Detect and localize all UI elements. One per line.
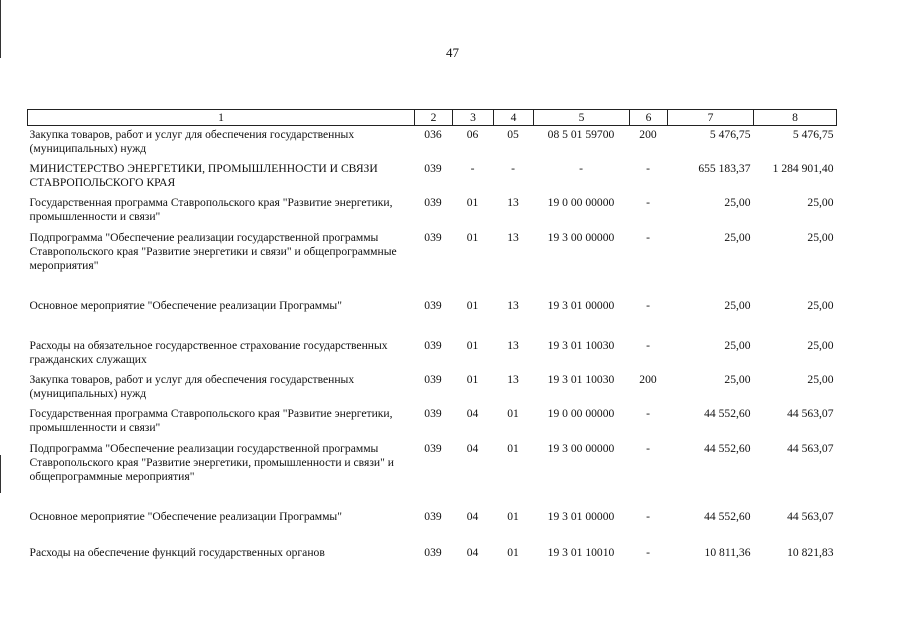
row-name-cell: Закупка товаров, работ и услуг для обеспечения государственных (муниципальных) нужд	[29, 128, 355, 155]
row-cell-c6: -	[646, 230, 650, 244]
row-cell-c8: 1 284 901,40	[772, 161, 834, 175]
table-row	[28, 126, 837, 160]
table-row	[28, 337, 837, 371]
row-cell-c3: 06	[466, 128, 479, 141]
table-body	[28, 126, 837, 574]
row-cell-c2: 039	[424, 372, 442, 386]
column-header: 3	[453, 110, 494, 126]
table-row	[28, 440, 837, 508]
row-cell-c6: -	[646, 195, 650, 209]
row-cell-c7: 44 552,60	[704, 406, 751, 420]
row-cell-c3: 04	[466, 406, 479, 420]
table-row	[28, 405, 837, 440]
row-cell-c2: 039	[424, 195, 442, 209]
row-cell-c8: 25,00	[807, 230, 834, 244]
row-cell-c5: 19 3 01 10030	[547, 372, 615, 386]
row-cell-c2: 039	[424, 338, 442, 352]
row-name-cell: МИНИСТЕРСТВО ЭНЕРГЕТИКИ, ПРОМЫШЛЕННОСТИ И СВЯЗИ СТАВРОПОЛЬСКОГО КРАЯ	[29, 161, 378, 189]
row-cell-c6: -	[646, 406, 650, 420]
column-header: 8	[754, 110, 837, 126]
row-name-cell: Государственная программа Ставропольского края "Развитие энергетики, промышленности и связи"	[29, 406, 393, 434]
row-cell-c8: 25,00	[807, 372, 834, 386]
row-cell-c4: -	[511, 161, 515, 175]
row-cell-c2: 039	[424, 509, 442, 523]
row-cell-c3: 01	[466, 195, 479, 209]
row-cell-c3: 01	[466, 372, 479, 386]
row-name-cell: Подпрограмма "Обеспечение реализации государственной программы Ставропольского края "Развитие энергетики, промышленности и связи" и общепрограммные мероприятия"	[29, 441, 394, 483]
budget-table	[27, 109, 837, 574]
row-cell-c5: 19 3 01 10010	[547, 545, 615, 559]
table-row	[28, 229, 837, 297]
row-cell-c4: 13	[507, 298, 519, 312]
row-cell-c8: 44 563,07	[787, 509, 834, 523]
row-cell-c3: 01	[466, 298, 479, 312]
row-name-cell: Закупка товаров, работ и услуг для обеспечения государственных (муниципальных) нужд	[29, 372, 355, 400]
column-header: 7	[668, 110, 754, 126]
column-header: 1	[28, 110, 415, 126]
row-name-cell: Расходы на обеспечение функций государственных органов	[29, 545, 325, 559]
row-cell-c4: 05	[507, 128, 519, 141]
row-cell-c5: 19 3 00 00000	[547, 230, 615, 244]
row-cell-c7: 44 552,60	[704, 441, 751, 455]
row-cell-c2: 039	[424, 298, 442, 312]
row-cell-c7: 25,00	[724, 230, 751, 244]
row-cell-c8: 5 476,75	[792, 128, 834, 141]
left-margin-line-bottom	[0, 455, 1, 493]
row-cell-c6: -	[646, 545, 650, 559]
row-cell-c5: 19 3 00 00000	[547, 441, 615, 455]
table-row	[28, 371, 837, 405]
row-cell-c5: 08 5 01 59700	[547, 128, 615, 141]
table-header-row	[28, 110, 837, 126]
table-row	[28, 297, 837, 337]
row-cell-c4: 13	[507, 372, 519, 386]
row-cell-c2: 039	[424, 545, 442, 559]
row-cell-c8: 25,00	[807, 298, 834, 312]
row-cell-c4: 01	[507, 545, 519, 559]
row-cell-c5: -	[579, 161, 583, 175]
row-cell-c7: 5 476,75	[709, 128, 751, 141]
row-cell-c7: 10 811,36	[704, 545, 751, 559]
column-header: 2	[415, 110, 453, 126]
row-name-cell: Основное мероприятие "Обеспечение реализации Программы"	[29, 298, 342, 312]
row-cell-c6: -	[646, 441, 650, 455]
row-cell-c6: -	[646, 509, 650, 523]
row-cell-c3: 04	[466, 441, 479, 455]
row-cell-c8: 10 821,83	[787, 545, 834, 559]
table-row	[28, 544, 837, 574]
row-cell-c5: 19 0 00 00000	[547, 406, 615, 420]
row-name-cell: Расходы на обязательное государственное страхование государственных гражданских служащих	[29, 338, 388, 366]
row-cell-c8: 44 563,07	[787, 406, 834, 420]
row-cell-c6: 200	[639, 128, 657, 141]
row-cell-c7: 25,00	[724, 338, 751, 352]
column-header: 4	[494, 110, 534, 126]
row-cell-c3: 01	[466, 338, 479, 352]
row-cell-c3: -	[470, 161, 475, 175]
row-cell-c4: 13	[507, 230, 519, 244]
row-cell-c3: 01	[466, 230, 479, 244]
row-cell-c5: 19 3 01 10030	[547, 338, 615, 352]
table-row	[28, 160, 837, 194]
row-name-cell: Подпрограмма "Обеспечение реализации государственной программы Ставропольского края "Развитие энергетики и связи" и общепрограммные мероприятия"	[29, 230, 397, 272]
row-cell-c5: 19 3 01 00000	[547, 298, 615, 312]
row-cell-c6: -	[646, 161, 650, 175]
row-name-cell: Основное мероприятие "Обеспечение реализации Программы"	[29, 509, 342, 523]
row-cell-c4: 13	[507, 195, 519, 209]
row-cell-c8: 44 563,07	[787, 441, 834, 455]
row-cell-c2: 039	[424, 161, 442, 175]
row-cell-c2: 036	[424, 128, 442, 141]
row-cell-c7: 25,00	[724, 298, 751, 312]
row-cell-c3: 04	[466, 545, 479, 559]
row-cell-c8: 25,00	[807, 338, 834, 352]
row-cell-c4: 13	[507, 338, 519, 352]
row-cell-c6: -	[646, 298, 650, 312]
table-row	[28, 194, 837, 229]
row-cell-c7: 25,00	[724, 195, 751, 209]
row-cell-c4: 01	[507, 441, 519, 455]
row-cell-c2: 039	[424, 406, 442, 420]
row-cell-c6: -	[646, 338, 650, 352]
page-number: 47	[446, 45, 459, 60]
column-header: 5	[534, 110, 630, 126]
row-name-cell: Государственная программа Ставропольского края "Развитие энергетики, промышленности и связи"	[29, 195, 393, 223]
table-row	[28, 508, 837, 544]
row-cell-c8: 25,00	[807, 195, 834, 209]
row-cell-c7: 655 183,37	[698, 161, 751, 175]
row-cell-c3: 04	[466, 509, 479, 523]
column-header: 6	[630, 110, 668, 126]
row-cell-c7: 25,00	[724, 372, 751, 386]
row-cell-c2: 039	[424, 441, 442, 455]
row-cell-c4: 01	[507, 406, 519, 420]
row-cell-c5: 19 0 00 00000	[547, 195, 615, 209]
row-cell-c7: 44 552,60	[704, 509, 751, 523]
row-cell-c6: 200	[639, 372, 657, 386]
row-cell-c2: 039	[424, 230, 442, 244]
row-cell-c5: 19 3 01 00000	[547, 509, 615, 523]
row-cell-c4: 01	[507, 509, 519, 523]
